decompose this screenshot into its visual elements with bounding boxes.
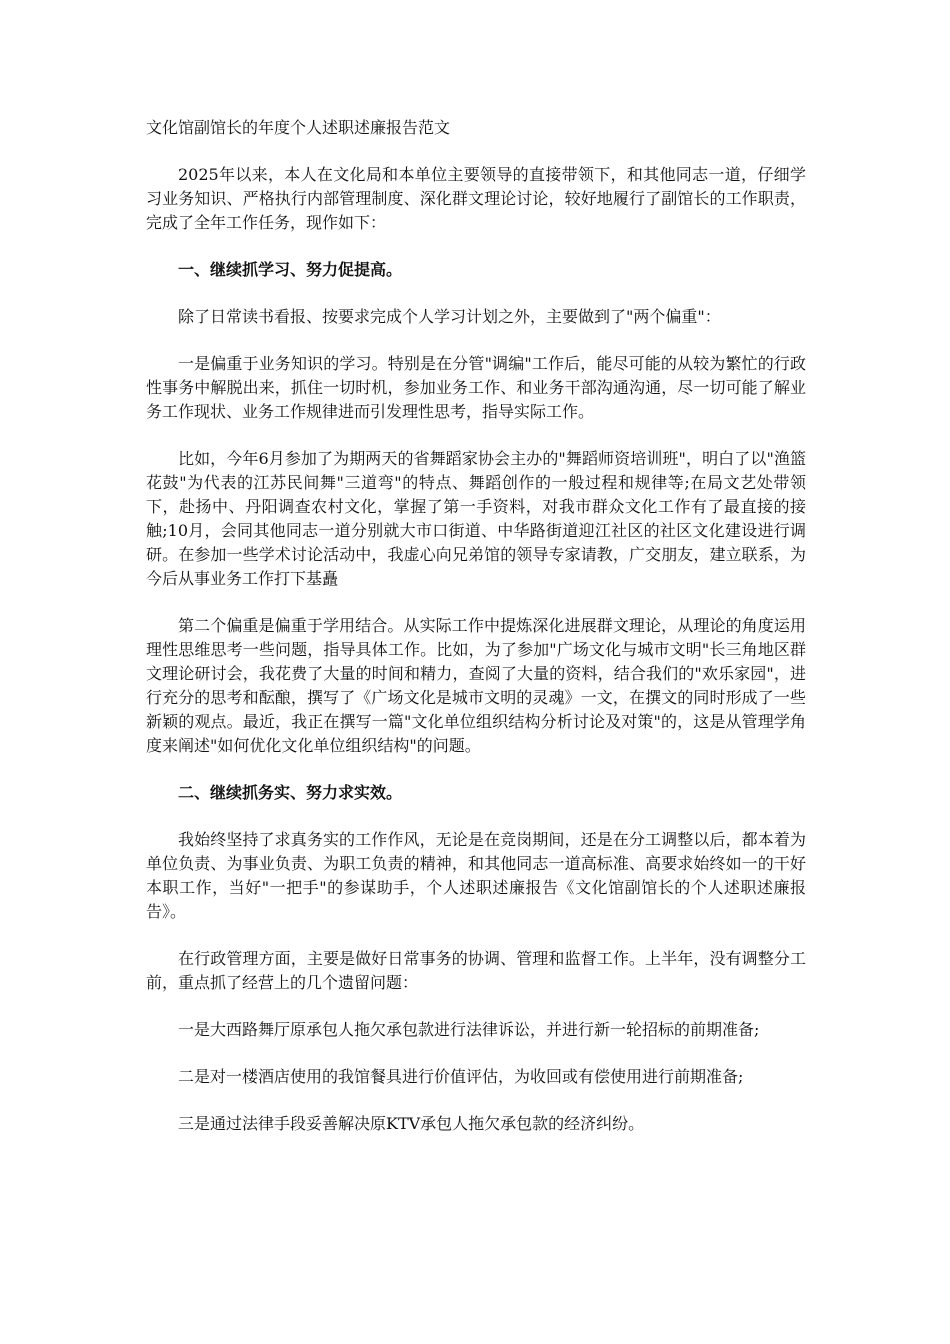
section-heading-2: 二、继续抓务实、努力求实效。	[178, 783, 403, 802]
paragraph: 一是大西路舞厅原承包人拖欠承包款进行法律诉讼，并进行新一轮招标的前期准备;	[178, 1020, 760, 1039]
paragraph: 二是对一楼酒店使用的我馆餐具进行价值评估，为收回或有偿使用进行前期准备;	[178, 1067, 744, 1086]
paragraph-intro: 2025年以来，本人在文化局和本单位主要领导的直接带领下，和其他同志一道，仔细学习业务知识、严格执行内部管理制度、深化群文理论讨论，较好地履行了副馆长的工作职责，完成了全年工作任务，现作如下：	[146, 165, 806, 232]
section-heading-1: 一、继续抓学习、努力促提高。	[178, 260, 403, 279]
document-body	[146, 116, 806, 1159]
paragraph: 一是偏重于业务知识的学习。特别是在分管"调编"工作后，能尽可能的从较为繁忙的行政性事务中解脱出来，抓住一切时机，参加业务工作、和业务干部沟通沟通，尽一切可能了解业务工作现状、业务工作规律进而引发理性思考，指导实际工作。	[146, 354, 806, 421]
paragraph: 除了日常读书看报、按要求完成个人学习计划之外，主要做到了"两个偏重"：	[178, 307, 721, 326]
paragraph: 比如，今年6月参加了为期两天的省舞蹈家协会主办的"舞蹈师资培训班"，明白了以"渔篮花鼓"为代表的江苏民间舞"三道弯"的特点、舞蹈创作的一般过程和规律等;在局文艺处带领下，赴扬中、丹阳调查农村文化，掌握了第一手资料，对我市群众文化工作有了最直接的接触;10月，会同其他同志一道分别就大市口街道、中华路街道迎江社区的社区文化建设进行调研。在参加一些学术讨论活动中，我虚心向兄弟馆的领导专家请教，广交朋友，建立联系，为今后从事业务工作打下基矗	[146, 449, 806, 588]
paragraph: 三是通过法律手段妥善解决原KTV承包人拖欠承包款的经济纠纷。	[178, 1114, 645, 1133]
paragraph: 第二个偏重是偏重于学用结合。从实际工作中提炼深化进展群文理论，从理论的角度运用理性思维思考一些问题，指导具体工作。比如，为了参加"广场文化与城市文明"长三角地区群文理论研讨会，我花费了大量的时间和精力，查阅了大量的资料，结合我们的"欢乐家园"，进行充分的思考和酝酿，撰写了《广场文化是城市文明的灵魂》一文，在撰文的同时形成了一些新颖的观点。最近，我正在撰写一篇"文化单位组织结构分析讨论及对策"的，这是从管理学角度来阐述"如何优化文化单位组织结构"的问题。	[146, 616, 806, 755]
paragraph: 在行政管理方面，主要是做好日常事务的协调、管理和监督工作。上半年，没有调整分工前，重点抓了经营上的几个遗留问题：	[146, 949, 806, 992]
paragraph: 我始终坚持了求真务实的工作作风，无论是在竞岗期间，还是在分工调整以后，都本着为单位负责、为事业负责、为职工负责的精神，和其他同志一道高标准、高要求始终如一的干好本职工作，当好"一把手"的参谋助手，个人述职述廉报告《文化馆副馆长的个人述职述廉报告》。	[146, 830, 806, 921]
document-title: 文化馆副馆长的年度个人述职述廉报告范文	[146, 118, 451, 137]
